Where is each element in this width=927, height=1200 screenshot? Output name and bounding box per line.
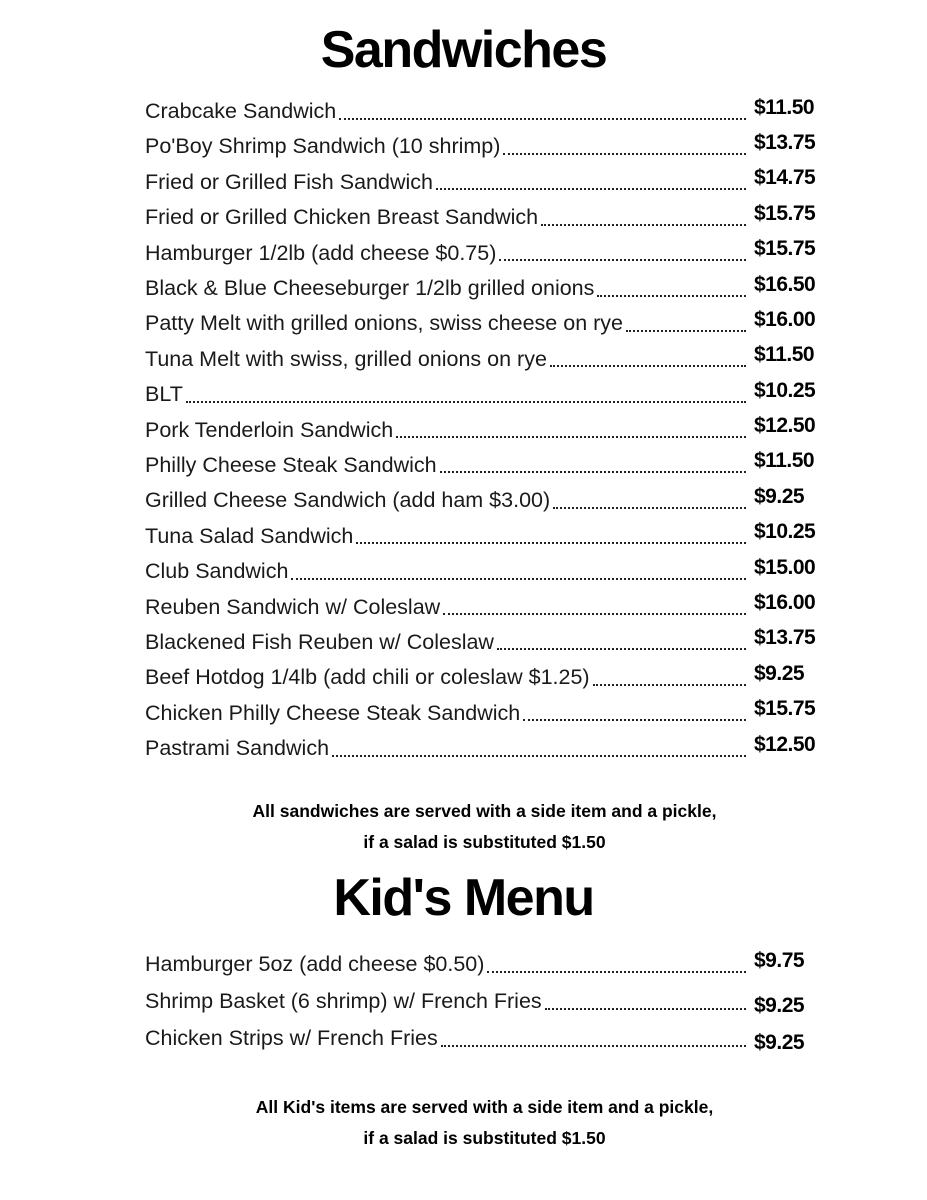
item-name: Hamburger 1/2lb (add cheese $0.75) [145,240,497,265]
dotted-leader [553,507,746,509]
sandwiches-note-line2: if a salad is substituted $1.50 [363,831,606,852]
menu-row [145,657,830,692]
item-price: $11.50 [754,343,815,367]
dotted-leader [503,153,746,155]
menu-row [145,516,830,551]
sandwiches-note [0,796,927,858]
kids-note-line1: All Kid's items are served with a side item and a pickle, [255,1096,714,1117]
item-name: Po'Boy Shrimp Sandwich (10 shrimp) [145,134,501,159]
menu-row [145,551,830,586]
item-price: $9.25 [754,993,805,1017]
item-price: $15.75 [754,697,816,721]
item-price: $9.25 [754,661,805,685]
item-name: Philly Cheese Steak Sandwich [145,452,437,477]
menu-row [145,197,830,232]
item-name: Reuben Sandwich w/ Coleslaw [145,594,441,619]
item-name: Grilled Cheese Sandwich (add ham $3.00) [145,488,551,513]
menu-row [145,410,830,445]
item-name: Shrimp Basket (6 shrimp) w/ French Fries [145,989,542,1014]
item-price: $15.75 [754,237,816,261]
item-name: Patty Melt with grilled onions, swiss cheese on rye [145,311,623,336]
sandwiches-section-title: Sandwiches [320,21,607,79]
menu-row [145,91,830,126]
dotted-leader [499,259,746,261]
dotted-leader [332,755,746,757]
menu-row [145,943,830,980]
item-price: $11.50 [754,449,815,473]
kids-note-line2: if a salad is substituted $1.50 [363,1127,606,1148]
kids-menu-list [0,943,927,1054]
dotted-leader [356,542,746,544]
item-name: Pork Tenderloin Sandwich [145,417,394,442]
dotted-leader [186,401,746,403]
sandwiches-note-line1: All sandwiches are served with a side item and a pickle, [252,800,717,821]
menu-row [145,339,830,374]
item-price: $16.50 [754,272,816,296]
item-name: Chicken Strips w/ French Fries [145,1026,438,1051]
item-price: $10.25 [754,378,816,402]
kids-note [0,1092,927,1154]
menu-row [145,127,830,162]
kids-menu-section-title: Kid's Menu [333,868,594,927]
item-name: Pastrami Sandwich [145,736,330,761]
dotted-leader [593,684,746,686]
sandwiches-list [0,91,927,763]
item-price: $16.00 [754,307,816,331]
item-price: $13.75 [754,626,816,650]
dotted-leader [545,1008,746,1010]
dotted-leader [441,1045,746,1047]
menu-row [145,1017,830,1054]
menu-row [145,587,830,622]
item-price: $11.50 [754,95,815,119]
item-name: Blackened Fish Reuben w/ Coleslaw [145,629,494,654]
item-name: Beef Hotdog 1/4lb (add chili or coleslaw $1.25) [145,665,590,690]
dotted-leader [436,188,746,190]
item-name: Black & Blue Cheeseburger 1/2lb grilled onions [145,276,595,301]
dotted-leader [497,648,746,650]
menu-row [145,162,830,197]
item-name: Hamburger 5oz (add cheese $0.50) [145,952,485,977]
item-price: $12.50 [754,732,816,756]
item-name: Club Sandwich [145,559,289,584]
dotted-leader [550,365,746,367]
menu-row [145,693,830,728]
item-price: $14.75 [754,166,816,190]
menu-row [145,445,830,480]
menu-row [145,233,830,268]
menu-row [145,622,830,657]
item-price: $12.50 [754,414,816,438]
item-name: Tuna Salad Sandwich [145,523,354,548]
item-price: $9.25 [754,1030,805,1054]
item-price: $9.75 [754,948,805,972]
item-price: $9.25 [754,484,805,508]
dotted-leader [291,578,746,580]
dotted-leader [487,971,746,973]
dotted-leader [597,295,746,297]
item-name: Fried or Grilled Chicken Breast Sandwich [145,205,539,230]
menu-row [145,374,830,409]
menu-row [145,728,830,763]
item-name: Fried or Grilled Fish Sandwich [145,169,433,194]
item-price: $10.25 [754,520,816,544]
menu-row [145,480,830,515]
dotted-leader [523,719,746,721]
dotted-leader [396,436,746,438]
dotted-leader [440,471,746,473]
dotted-leader [626,330,746,332]
menu-row [145,304,830,339]
item-name: Crabcake Sandwich [145,99,337,124]
item-name: Tuna Melt with swiss, grilled onions on rye [145,346,547,371]
item-price: $15.75 [754,201,816,225]
menu-row [145,268,830,303]
dotted-leader [443,613,746,615]
item-price: $15.00 [754,555,816,579]
menu-row [145,980,830,1017]
dotted-leader [541,224,746,226]
item-name: Chicken Philly Cheese Steak Sandwich [145,700,521,725]
item-name: BLT [145,382,183,407]
item-price: $13.75 [754,130,816,154]
dotted-leader [339,118,746,120]
item-price: $16.00 [754,591,816,615]
